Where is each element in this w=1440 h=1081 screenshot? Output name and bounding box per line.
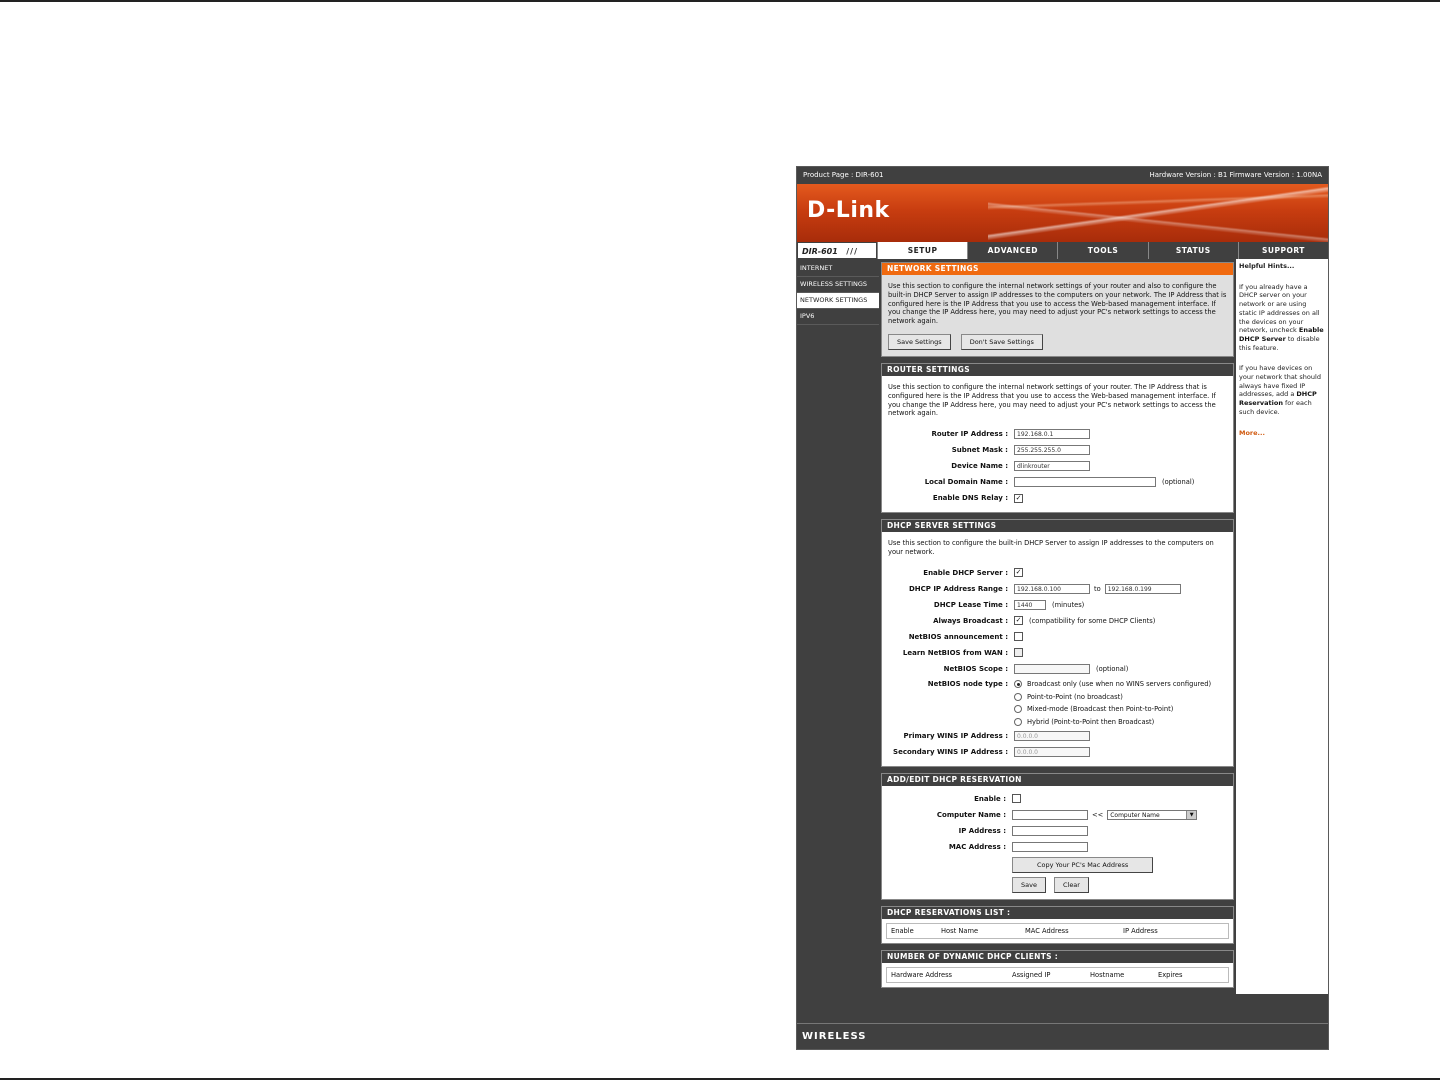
radio-button-icon[interactable] <box>1014 693 1022 701</box>
dhcp-range-start-input[interactable]: 192.168.0.100 <box>1014 584 1090 594</box>
tab-tools[interactable]: TOOLS <box>1057 242 1147 259</box>
radio-button-icon[interactable] <box>1014 680 1022 688</box>
hint-text: If you already have a DHCP server on your network or are using static IP addresses on all the devices on your network, uncheck <box>1239 282 1320 335</box>
dhcp-lease-input[interactable]: 1440 <box>1014 600 1046 610</box>
column-header: Expires <box>1158 970 1183 979</box>
netbios-scope-optional-note: (optional) <box>1096 664 1129 673</box>
sidebar-item-ipv6[interactable]: IPV6 <box>797 309 879 325</box>
copy-mac-button[interactable]: Copy Your PC's Mac Address <box>1012 857 1153 873</box>
node-type-label: Hybrid (Point-to-Point then Broadcast) <box>1027 717 1155 726</box>
dynamic-clients-section <box>881 950 1234 988</box>
computer-name-select[interactable] <box>1107 810 1197 820</box>
hint-bold-text: DHCP Reservation <box>1239 390 1317 408</box>
network-settings-description: Use this section to configure the internal network settings of your router and also to configure the built-in DHCP Server to assign IP addresses to the computers on your network. The IP Address that is configured here is the IP Address that you use to access the Web-based management interface. If you change the IP Address here, you may need to adjust your PC's network settings to access the network again. <box>888 282 1227 326</box>
wireless-footer: WIRELESS <box>797 1023 1328 1049</box>
secondary-wins-label: Secondary WINS IP Address : <box>893 747 1008 756</box>
copy-arrows-text: << <box>1092 810 1104 819</box>
netbios-node-type-options <box>1014 677 1211 728</box>
router-ip-input[interactable]: 192.168.0.1 <box>1014 429 1090 439</box>
dhcp-server-description: Use this section to configure the built-in DHCP Server to assign IP addresses to the computers on your network. <box>888 539 1214 556</box>
router-settings-description: Use this section to configure the internal network settings of your router. The IP Address that is configured here is the IP Address that you use to access the Web-based management interface. If you change the IP Address here, you may need to adjust your PC's network settings to access the network again. <box>888 382 1216 418</box>
dns-relay-checkbox[interactable]: ✓ <box>1015 493 1022 502</box>
primary-wins-label: Primary WINS IP Address : <box>903 731 1008 740</box>
always-broadcast-note: (compatibility for some DHCP Clients) <box>1029 616 1156 625</box>
column-header: Enable <box>891 926 914 935</box>
node-type-option[interactable] <box>1014 678 1211 691</box>
router-settings-section <box>881 363 1234 513</box>
reservation-mac-label: MAC Address : <box>948 842 1006 851</box>
tab-status[interactable]: STATUS <box>1148 242 1238 259</box>
node-type-label: Mixed-mode (Broadcast then Point-to-Point) <box>1027 705 1174 714</box>
top-info-bar <box>797 167 1328 184</box>
dhcp-lease-label: DHCP Lease Time : <box>933 600 1008 609</box>
dhcp-range-label: DHCP IP Address Range : <box>908 584 1008 593</box>
node-type-option[interactable] <box>1014 690 1211 703</box>
column-header: Hostname <box>1090 970 1125 979</box>
netbios-announcement-label: NetBIOS announcement : <box>908 632 1008 641</box>
tab-setup[interactable]: SETUP <box>877 242 967 259</box>
reservation-ip-label: IP Address : <box>958 826 1006 835</box>
version-text: Hardware Version : B1 Firmware Version : 1.00NA <box>1149 171 1322 179</box>
hint-text: for each such device. <box>1239 399 1312 416</box>
column-header: Hardware Address <box>891 970 953 979</box>
sidebar <box>797 259 879 994</box>
sidebar-item-network-settings[interactable]: NETWORK SETTINGS <box>797 293 879 309</box>
reservation-enable-checkbox[interactable] <box>1012 794 1021 803</box>
save-settings-button[interactable]: Save Settings <box>888 334 951 350</box>
subnet-mask-label: Subnet Mask : <box>951 446 1008 455</box>
hint-text: to disable this feature. <box>1239 334 1320 352</box>
chevron-down-icon: ▼ <box>1186 811 1196 819</box>
learn-netbios-label: Learn NetBIOS from WAN : <box>902 648 1008 657</box>
column-header: Assigned IP <box>1012 970 1051 979</box>
sidebar-item-internet[interactable]: INTERNET <box>797 261 879 277</box>
always-broadcast-label: Always Broadcast : <box>933 616 1008 625</box>
node-type-option[interactable] <box>1014 715 1211 728</box>
main-panel <box>879 259 1236 994</box>
brand-banner <box>797 184 1328 242</box>
dhcp-range-end-input[interactable]: 192.168.0.199 <box>1105 584 1181 594</box>
netbios-scope-label: NetBIOS Scope : <box>943 664 1008 673</box>
radio-button-icon[interactable] <box>1014 718 1022 726</box>
enable-dhcp-label: Enable DHCP Server : <box>923 568 1008 577</box>
product-page-text: Product Page : DIR-601 <box>803 171 884 179</box>
network-settings-title: NETWORK SETTINGS <box>882 263 1233 275</box>
reservation-enable-label: Enable : <box>974 794 1006 803</box>
learn-netbios-checkbox[interactable] <box>1014 648 1023 657</box>
hint-bold-text: Enable DHCP Server <box>1239 326 1324 343</box>
sidebar-item-wireless-settings[interactable]: WIRELESS SETTINGS <box>797 277 879 293</box>
local-domain-optional-note: (optional) <box>1162 478 1195 487</box>
reservations-list-title: DHCP RESERVATIONS LIST : <box>882 907 1233 919</box>
dhcp-lease-unit: (minutes) <box>1052 600 1085 609</box>
device-name-label: Device Name : <box>951 462 1008 471</box>
main-nav <box>797 242 1328 259</box>
netbios-scope-input[interactable] <box>1014 664 1090 674</box>
local-domain-label: Local Domain Name : <box>924 478 1008 487</box>
hint-dhcp-server <box>1239 283 1325 353</box>
always-broadcast-checkbox[interactable]: ✓ <box>1015 616 1022 625</box>
dynamic-clients-header <box>886 967 1229 983</box>
model-name: DIR-601 <box>802 247 838 256</box>
more-link[interactable]: More... <box>1239 428 1265 437</box>
node-type-label: Broadcast only (use when no WINS servers configured) <box>1027 680 1212 689</box>
netbios-announcement-checkbox[interactable] <box>1014 632 1023 641</box>
router-admin-window <box>796 166 1329 1050</box>
banner-streak <box>988 184 1328 242</box>
router-ip-label: Router IP Address : <box>931 430 1008 439</box>
network-settings-section <box>881 262 1234 357</box>
dhcp-server-section <box>881 519 1234 767</box>
hint-text: If you have devices on your network that should always have fixed IP addresses, add a <box>1239 364 1321 399</box>
helpful-hints-panel <box>1236 259 1328 994</box>
node-type-label: Point-to-Point (no broadcast) <box>1027 692 1123 701</box>
hints-title: Helpful Hints... <box>1239 262 1295 270</box>
radio-button-icon[interactable] <box>1014 705 1022 713</box>
tab-support[interactable]: SUPPORT <box>1238 242 1328 259</box>
netbios-node-type-label: NetBIOS node type : <box>927 679 1008 688</box>
enable-dhcp-checkbox[interactable]: ✓ <box>1015 568 1022 577</box>
model-label <box>797 242 877 259</box>
reservations-list-header <box>886 923 1229 939</box>
column-header: MAC Address <box>1025 926 1069 935</box>
dhcp-reservation-title: ADD/EDIT DHCP RESERVATION <box>882 774 1233 786</box>
computer-name-select-value: Computer Name <box>1110 811 1160 819</box>
reservation-mac-input[interactable] <box>1012 842 1088 852</box>
content-area <box>797 259 1328 994</box>
dlink-logo: D-Link <box>807 198 890 223</box>
page-top-rule <box>0 0 1440 2</box>
reservation-ip-input[interactable] <box>1012 826 1088 836</box>
computer-name-label: Computer Name : <box>936 810 1006 819</box>
computer-name-input[interactable] <box>1012 810 1088 820</box>
dont-save-settings-button[interactable]: Don't Save Settings <box>961 334 1043 350</box>
subnet-mask-input[interactable]: 255.255.255.0 <box>1014 445 1090 455</box>
column-header: Host Name <box>941 926 979 935</box>
node-type-option[interactable] <box>1014 703 1211 716</box>
tab-advanced[interactable]: ADVANCED <box>967 242 1057 259</box>
primary-wins-input[interactable]: 0.0.0.0 <box>1014 731 1090 741</box>
local-domain-input[interactable] <box>1014 477 1156 487</box>
dhcp-range-to-text: to <box>1094 584 1101 593</box>
secondary-wins-input[interactable]: 0.0.0.0 <box>1014 747 1090 757</box>
router-settings-title: ROUTER SETTINGS <box>882 364 1233 376</box>
reservation-clear-button[interactable]: Clear <box>1054 877 1089 893</box>
device-name-input[interactable]: dlinkrouter <box>1014 461 1090 471</box>
reservation-save-button[interactable]: Save <box>1012 877 1046 893</box>
dhcp-reservation-section <box>881 773 1234 900</box>
hint-dhcp-reservation <box>1239 364 1325 416</box>
dns-relay-label: Enable DNS Relay : <box>932 494 1008 503</box>
dhcp-server-title: DHCP SERVER SETTINGS <box>882 520 1233 532</box>
dynamic-clients-title: NUMBER OF DYNAMIC DHCP CLIENTS : <box>882 951 1233 963</box>
model-slashes-icon: /// <box>846 247 858 256</box>
page-bottom-rule <box>0 1078 1440 1080</box>
column-header: IP Address <box>1123 926 1158 935</box>
reservations-list-section <box>881 906 1234 944</box>
